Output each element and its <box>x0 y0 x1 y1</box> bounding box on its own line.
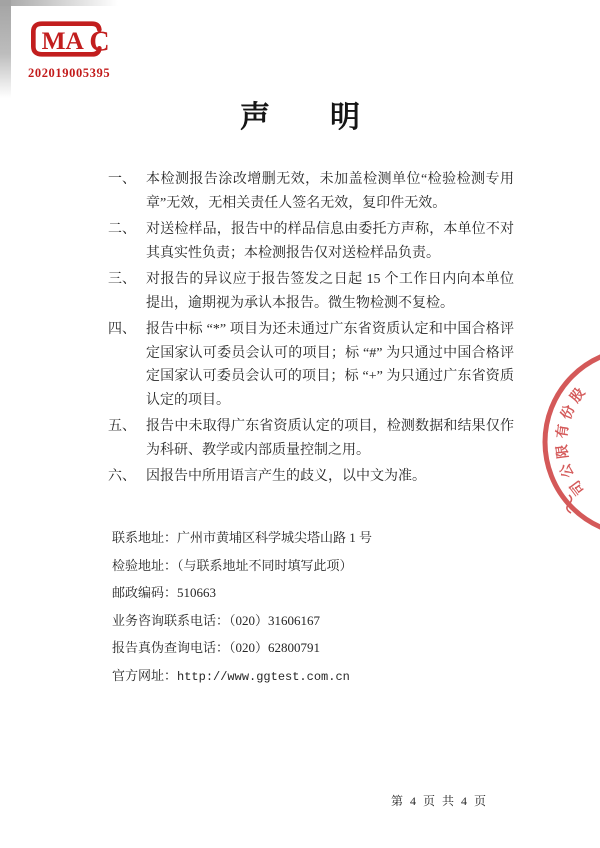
contact-value: （020）31606167 <box>229 612 321 628</box>
contact-label: 报告真伪查询电话： <box>112 640 230 655</box>
contact-value: 广州市黄埔区科学城尖塔山路 1 号 <box>177 530 373 545</box>
statement-number: 五、 <box>108 419 136 434</box>
seal-char: 份 <box>559 403 579 423</box>
seal-char: 股 <box>568 385 589 406</box>
cma-logo-icon <box>28 18 112 60</box>
statement-item-3 <box>108 268 514 315</box>
cma-logo-block <box>28 18 128 81</box>
verification-phone-row <box>112 640 512 656</box>
contact-label: 官方网址： <box>112 667 178 683</box>
statement-text: 对报告的异议应于报告签发之日起 15 个工作日内向本单位提出，逾期视为承认本报告。微生物检测不复检。 <box>146 272 514 311</box>
contact-value: （020）62800791 <box>229 640 321 655</box>
statement-item-1 <box>108 168 514 215</box>
statement-number: 一、 <box>108 172 136 187</box>
statement-text: 对送检样品，报告中的样品信息由委托方声称，本单位不对其真实性负责；本检测报告仅对送检样品负责。 <box>146 222 514 261</box>
statement-number: 四、 <box>108 322 136 337</box>
contact-label: 邮政编码： <box>112 585 178 600</box>
contact-value: 510663 <box>177 585 217 600</box>
statement-text: 本检测报告涂改增删无效，未加盖检测单位“检验检测专用章”无效，无相关责任人签名无效，复印件无效。 <box>146 172 514 211</box>
contact-label: 检验地址： <box>112 557 178 573</box>
official-website-row <box>112 668 512 685</box>
statement-list <box>108 168 514 492</box>
seal-char: 公 <box>558 461 578 480</box>
scan-shadow-top <box>0 0 118 6</box>
contact-value: （与联系地址不同时填写此项） <box>177 557 353 573</box>
statement-number: 二、 <box>108 222 136 237</box>
contact-label: 业务咨询联系电话： <box>112 612 230 628</box>
company-seal-stamp <box>530 345 600 545</box>
page-title: 声 明 <box>240 101 360 134</box>
statement-item-2 <box>108 218 514 265</box>
cma-logo-c-text: C <box>89 26 110 58</box>
statement-number: 六、 <box>108 469 136 484</box>
cma-certificate-number: 202019005395 <box>28 66 111 80</box>
website-url-text: http://www.ggtest.com.cn <box>177 669 350 684</box>
statement-text: 报告中标 “*” 项目为还未通过广东省资质认定和中国合格评定国家认可委员会认可的项目；标 “#” 为只通过中国合格评定国家认可委员会认可的项目；标 “+” 为只通过广东省资质认定的项目。 <box>146 322 514 408</box>
statement-item-4 <box>108 318 514 412</box>
contact-info-block <box>112 530 512 696</box>
business-phone-row <box>112 613 512 629</box>
statement-text: 报告中未取得广东省资质认定的项目，检测数据和结果仅作为科研、教学或内部质量控制之用。 <box>146 419 514 458</box>
statement-item-6 <box>108 465 514 489</box>
seal-char: 限 <box>555 443 572 460</box>
statement-item-5 <box>108 415 514 462</box>
contact-address-row <box>112 530 512 546</box>
scan-shadow-left <box>0 0 11 98</box>
postal-code-row <box>112 585 512 601</box>
inspection-address-row <box>112 558 512 574</box>
page-number: 第 4 页 共 4 页 <box>390 794 488 808</box>
contact-label: 联系地址： <box>112 530 178 545</box>
statement-text: 因报告中所用语言产生的歧义，以中文为准。 <box>146 469 426 484</box>
cma-logo-ma-text: MA <box>41 27 84 55</box>
seal-char: 司 <box>568 477 589 498</box>
seal-char: 有 <box>555 423 572 440</box>
statement-number: 三、 <box>108 272 136 287</box>
